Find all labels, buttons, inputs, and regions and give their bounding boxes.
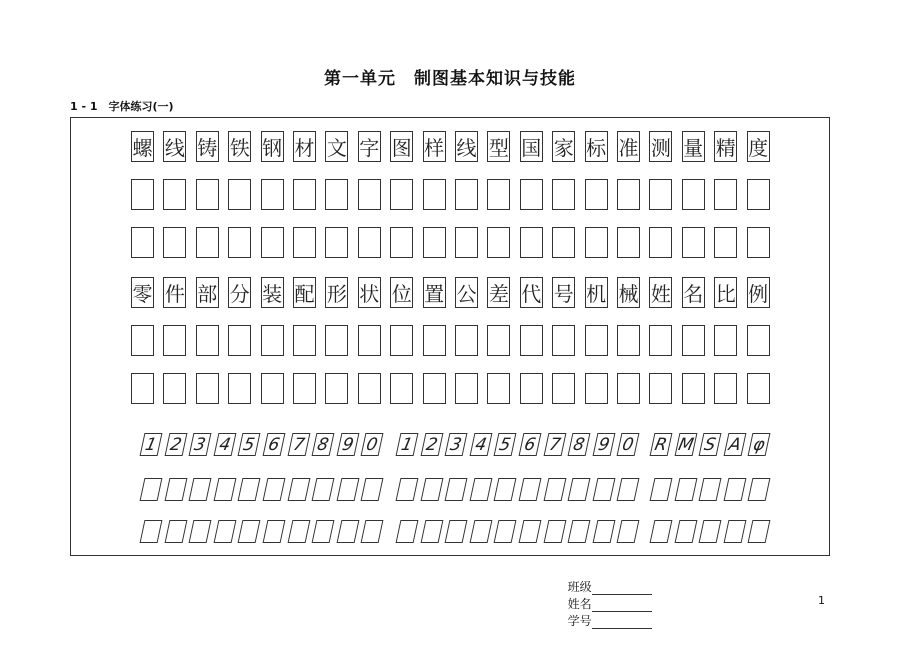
empty-char-cell [487,227,510,258]
empty-char-cell [196,373,219,404]
empty-char-cell [585,179,608,210]
id-label: 学号 [567,614,592,628]
empty-char-cell [747,373,770,404]
char-cell: 零 [131,277,154,308]
digit-glyph: φ [751,434,768,455]
empty-char-cell [293,227,316,258]
char-cell: 装 [261,277,284,308]
empty-char-cell [261,373,284,404]
digit-glyph: 7 [547,434,563,455]
empty-char-cell [390,325,413,356]
id-blank[interactable] [592,616,652,629]
char-cell: 度 [747,131,770,162]
char-cell: 线 [163,131,186,162]
digit-glyph: 8 [315,434,331,455]
empty-char-cell [520,179,543,210]
empty-char-cell [552,373,575,404]
char-cell: 型 [487,131,510,162]
section-label: 1 - 1 字体练习(一) [70,100,174,113]
empty-char-cell [163,325,186,356]
digit-glyph: 1 [143,434,159,455]
empty-char-cell [649,373,672,404]
empty-char-cell [358,325,381,356]
empty-char-cell [163,179,186,210]
empty-char-cell [617,179,640,210]
char-cell: 精 [714,131,737,162]
empty-char-cell [131,227,154,258]
name-label: 姓名 [567,597,592,611]
empty-char-cell [552,179,575,210]
empty-char-cell [714,325,737,356]
char-cell: 样 [423,131,446,162]
empty-char-cell [455,373,478,404]
empty-char-cell [520,227,543,258]
empty-char-cell [293,373,316,404]
char-cell: 量 [682,131,705,162]
empty-char-cell [552,325,575,356]
empty-char-cell [520,373,543,404]
empty-char-cell [325,227,348,258]
empty-char-cell [714,227,737,258]
empty-char-cell [196,179,219,210]
empty-char-cell [455,325,478,356]
char-cell: 机 [585,277,608,308]
char-cell: 螺 [131,131,154,162]
empty-char-cell [325,373,348,404]
digit-glyph: 0 [364,434,380,455]
digit-glyph: 7 [291,434,307,455]
student-info [560,564,658,629]
empty-char-cell [423,179,446,210]
page-number: 1 [818,594,825,607]
empty-char-cell [131,179,154,210]
empty-char-cell [552,227,575,258]
char-cell: 标 [585,131,608,162]
empty-char-cell [747,179,770,210]
char-cell: 字 [358,131,381,162]
empty-char-cell [617,227,640,258]
char-cell: 钢 [261,131,284,162]
empty-char-cell [228,179,251,210]
empty-char-cell [682,373,705,404]
empty-char-cell [747,325,770,356]
page-title: 第一单元 制图基本知识与技能 [324,69,576,89]
char-cell: 公 [455,277,478,308]
empty-char-cell [261,325,284,356]
empty-char-cell [325,325,348,356]
empty-char-cell [682,325,705,356]
digit-glyph: R [652,434,670,455]
char-cell: 部 [196,277,219,308]
digit-glyph: 4 [473,434,489,455]
class-label: 班级 [567,580,592,594]
empty-char-cell [228,325,251,356]
char-cell: 状 [358,277,381,308]
char-cell: 姓 [649,277,672,308]
empty-char-cell [163,373,186,404]
char-cell: 配 [293,277,316,308]
char-cell: 线 [455,131,478,162]
char-cell: 号 [552,277,575,308]
char-cell: 图 [390,131,413,162]
char-cell: 比 [714,277,737,308]
char-cell: 文 [325,131,348,162]
empty-char-cell [261,227,284,258]
empty-char-cell [714,179,737,210]
digit-glyph: 1 [399,434,415,455]
digit-glyph: 4 [217,434,233,455]
empty-char-cell [293,325,316,356]
digit-glyph: M [676,434,696,455]
digit-glyph: S [702,434,718,455]
empty-char-cell [649,179,672,210]
empty-char-cell [131,325,154,356]
empty-char-cell [585,373,608,404]
digit-glyph: 3 [448,434,464,455]
empty-char-cell [487,179,510,210]
empty-char-cell [390,373,413,404]
empty-char-cell [617,325,640,356]
char-cell: 铸 [196,131,219,162]
digit-glyph: 9 [340,434,356,455]
empty-char-cell [649,227,672,258]
empty-char-cell [293,179,316,210]
char-cell: 置 [423,277,446,308]
empty-char-cell [390,179,413,210]
name-blank[interactable] [592,599,652,612]
char-cell: 材 [293,131,316,162]
empty-char-cell [358,179,381,210]
empty-char-cell [196,325,219,356]
char-cell: 家 [552,131,575,162]
empty-char-cell [682,179,705,210]
empty-char-cell [747,227,770,258]
digit-glyph: 0 [620,434,636,455]
char-cell: 件 [163,277,186,308]
empty-char-cell [487,325,510,356]
class-blank[interactable] [592,582,652,595]
empty-char-cell [617,373,640,404]
char-cell: 名 [682,277,705,308]
digit-glyph: 2 [168,434,184,455]
digit-glyph: 5 [241,434,257,455]
char-cell: 械 [617,277,640,308]
empty-char-cell [261,179,284,210]
empty-char-cell [423,373,446,404]
char-cell: 国 [520,131,543,162]
char-cell: 测 [649,131,672,162]
digit-glyph: 2 [424,434,440,455]
digit-glyph: 3 [192,434,208,455]
digit-glyph: A [726,434,743,455]
empty-char-cell [585,227,608,258]
empty-char-cell [649,325,672,356]
digit-glyph: 5 [497,434,513,455]
empty-char-cell [585,325,608,356]
char-cell: 差 [487,277,510,308]
char-cell: 代 [520,277,543,308]
empty-char-cell [196,227,219,258]
empty-char-cell [163,227,186,258]
char-cell: 分 [228,277,251,308]
char-cell: 位 [390,277,413,308]
empty-char-cell [520,325,543,356]
empty-char-cell [423,227,446,258]
empty-char-cell [358,373,381,404]
char-cell: 准 [617,131,640,162]
empty-char-cell [423,325,446,356]
empty-char-cell [714,373,737,404]
empty-char-cell [455,227,478,258]
digit-glyph: 6 [266,434,282,455]
empty-char-cell [131,373,154,404]
empty-char-cell [390,227,413,258]
digit-glyph: 6 [522,434,538,455]
digit-glyph: 9 [596,434,612,455]
empty-char-cell [228,373,251,404]
empty-char-cell [228,227,251,258]
empty-char-cell [682,227,705,258]
empty-char-cell [455,179,478,210]
digit-glyph: 8 [571,434,587,455]
empty-char-cell [487,373,510,404]
empty-char-cell [325,179,348,210]
empty-char-cell [358,227,381,258]
char-cell: 铁 [228,131,251,162]
char-cell: 例 [747,277,770,308]
char-cell: 形 [325,277,348,308]
